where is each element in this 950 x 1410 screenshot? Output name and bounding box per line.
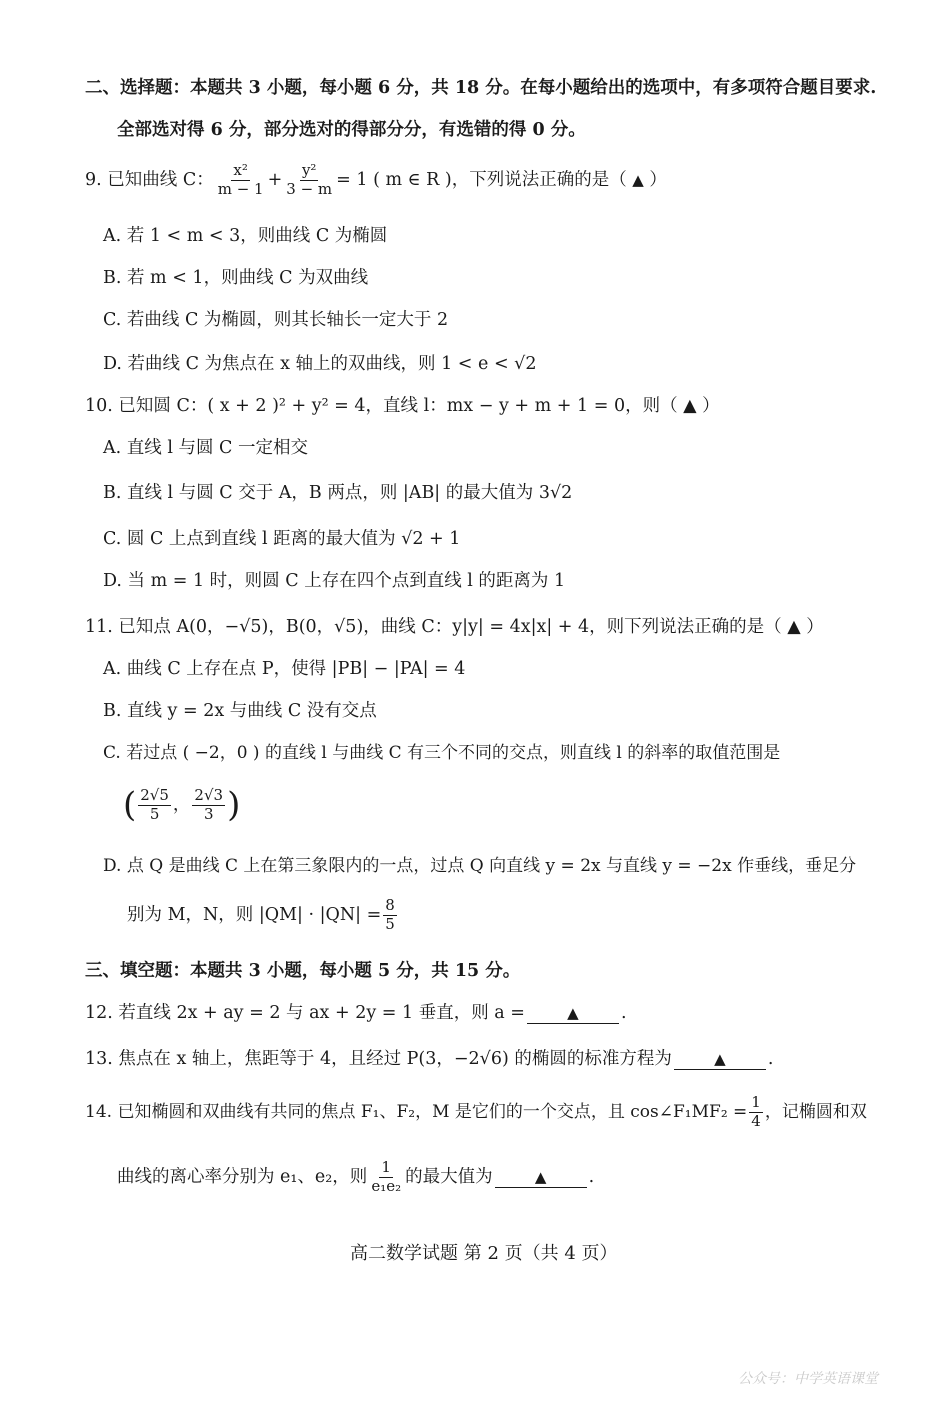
- q9-frac1: [216, 163, 266, 198]
- q11-option-b: B. 直线 y = 2x 与曲线 C 没有交点: [103, 701, 377, 721]
- q11-interval-open: (: [123, 784, 137, 825]
- q9-frac2-den: 3 − m: [286, 179, 333, 198]
- q13-stem: [85, 1050, 773, 1070]
- section3-heading: 三、填空题：本题共 3 小题，每小题 5 分，共 15 分。: [85, 961, 521, 981]
- q10-option-c: C. 圆 C 上点到直线 l 距离的最大值为 √2 + 1: [103, 529, 461, 549]
- q14-frac2: [369, 1160, 403, 1195]
- q9-stem-prefix: 9. 已知曲线 C：: [85, 169, 214, 190]
- q12-answer-mark: ▲: [567, 1004, 579, 1022]
- q11-interval-frac2: [192, 788, 225, 823]
- q14-cont-end: 的最大值为: [405, 1166, 493, 1187]
- q11-interval-den1: 5: [149, 804, 160, 823]
- q12-stem-text: 12. 若直线 2x + ay = 2 与 ax + 2y = 1 垂直，则 a =: [85, 1003, 525, 1023]
- q10-option-b: B. 直线 l 与圆 C 交于 A，B 两点，则 |AB| 的最大值为 3√2: [103, 483, 573, 503]
- q13-stem-text: 13. 焦点在 x 轴上，焦距等于 4，且经过 P(3，−2√6) 的椭圆的标准方程为: [85, 1049, 672, 1069]
- section2-heading-cont: 全部选对得 6 分，部分选对的得部分分，有选错的得 0 分。: [117, 120, 586, 140]
- q9-answer-mark: ▲: [632, 170, 644, 189]
- q14-frac-den: 4: [751, 1111, 761, 1130]
- q11-option-d: D. 点 Q 是曲线 C 上在第三象限内的一点，过点 Q 向直线 y = 2x 与直线 y = −2x 作垂线，垂足分: [103, 856, 857, 876]
- q11-interval-frac1: [138, 788, 171, 823]
- q9-stem: [85, 163, 667, 198]
- q11-interval-num2: 2√3: [194, 786, 224, 804]
- q11-interval-close: ): [227, 784, 241, 825]
- q14-cont-text: 曲线的离心率分别为 e₁、e₂，则: [117, 1166, 368, 1187]
- q9-option-b: B. 若 m < 1，则曲线 C 为双曲线: [103, 268, 369, 288]
- q11-interval-den2: 3: [203, 804, 214, 823]
- q10-option-d: D. 当 m = 1 时，则圆 C 上存在四个点到直线 l 的距离为 1: [103, 571, 566, 591]
- q11-option-d-num: 8: [385, 896, 395, 914]
- q9-frac2: [284, 163, 334, 198]
- q11-option-c-interval: [123, 784, 241, 825]
- q11-interval-comma: ，: [172, 794, 191, 815]
- q11-interval-num1: 2√5: [140, 786, 169, 804]
- q14-answer-blank[interactable]: [495, 1168, 587, 1188]
- q11-option-d-frac: [383, 898, 397, 933]
- page-footer: 高二数学试题 第 2 页（共 4 页）: [350, 1243, 618, 1264]
- q14-end: .: [588, 1166, 595, 1187]
- q14-frac-num: 1: [751, 1093, 761, 1111]
- watermark: 公众号：中学英语课堂: [738, 1371, 878, 1387]
- q9-option-c: C. 若曲线 C 为椭圆，则其长轴长一定大于 2: [103, 310, 449, 330]
- q10-option-a: A. 直线 l 与圆 C 一定相交: [103, 438, 309, 458]
- q12-stem: [85, 1004, 627, 1024]
- q13-answer-mark: ▲: [714, 1050, 726, 1068]
- section2-heading: 二、选择题：本题共 3 小题，每小题 6 分，共 18 分。在每小题给出的选项中，有多项符合题目要求.: [85, 78, 877, 98]
- q14-stem-end: ，记椭圆和双: [764, 1101, 867, 1122]
- q13-end: .: [767, 1049, 774, 1069]
- q14-answer-mark: ▲: [534, 1167, 547, 1186]
- q9-option-a: A. 若 1 < m < 3，则曲线 C 为椭圆: [103, 226, 388, 246]
- q11-option-d-den: 5: [385, 914, 395, 933]
- q10-stem: 10. 已知圆 C：( x + 2 )² + y² = 4，直线 l：mx − y + m + 1 = 0，则（ ▲ ）: [85, 396, 720, 416]
- q14-stem: [85, 1095, 867, 1130]
- q9-stem-suffix: = 1 ( m ∈ R )，下列说法正确的是（: [336, 169, 627, 190]
- q9-frac2-num: y²: [301, 161, 317, 179]
- q12-answer-blank[interactable]: [527, 1004, 619, 1024]
- q14-stem-text: 14. 已知椭圆和双曲线有共同的焦点 F₁、F₂，M 是它们的一个交点，且 cos∠F₁MF₂ =: [85, 1101, 748, 1122]
- q12-end: .: [620, 1003, 627, 1023]
- q14-frac2-num: 1: [381, 1158, 391, 1176]
- q11-option-d-text: 别为 M，N，则 |QM| · |QN| =: [127, 904, 382, 925]
- q9-frac1-num: x²: [233, 161, 248, 179]
- q9-option-d: D. 若曲线 C 为焦点在 x 轴上的双曲线，则 1 < e < √2: [103, 354, 537, 374]
- q9-close: ）: [649, 169, 667, 190]
- q14-cont: [117, 1160, 594, 1195]
- q11-option-a: A. 曲线 C 上存在点 P，使得 |PB| − |PA| = 4: [103, 659, 466, 679]
- q9-plus: +: [267, 169, 283, 190]
- q9-frac1-den: m − 1: [217, 179, 264, 198]
- q14-frac2-den: e₁e₂: [371, 1176, 402, 1195]
- q11-option-d-cont: [127, 898, 399, 933]
- q11-stem: 11. 已知点 A(0，−√5)，B(0，√5)，曲线 C：y|y| = 4x|x| + 4，则下列说法正确的是（ ▲ ）: [85, 617, 824, 637]
- q14-frac: [749, 1095, 763, 1130]
- q13-answer-blank[interactable]: [674, 1050, 766, 1070]
- q11-option-c: C. 若过点 ( −2，0 ) 的直线 l 与曲线 C 有三个不同的交点，则直线 l 的斜率的取值范围是: [103, 743, 781, 763]
